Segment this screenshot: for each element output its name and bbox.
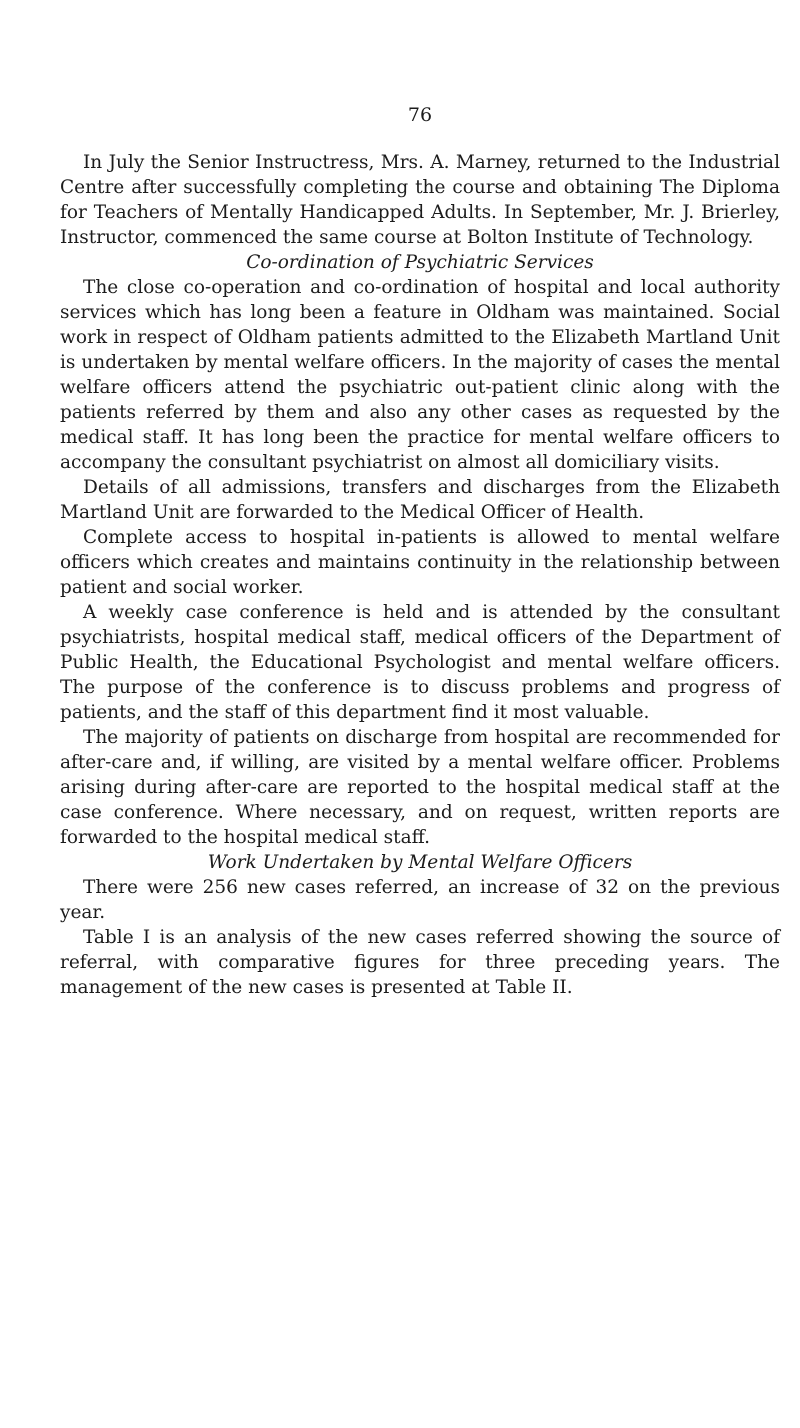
coordination-paragraph-1: The close co-operation and co-ordination of hospital and local authority services which has long been a feature in Oldham was maintained. Social work in respect of Oldham patients admitted to the Elizabeth Martland Unit is undertaken by mental welfare officers. In the majority of cases the mental welfare officers attend the psychiatric out-patient clinic along with the patients referred by them and also any other cases as requested by the medical staff. It has long been the practice for mental welfare officers to accompany the consultant psychiatrist on almost all domiciliary visits. [60,277,780,473]
work-paragraph-2: Table I is an analysis of the new cases referred showing the source of referral, with comparative figures for three preceding years. The management of the new cases is presented at Table II. [60,927,780,998]
section-heading-work: Work Undertaken by Mental Welfare Officers [207,852,633,873]
page-content [60,150,780,1000]
coordination-paragraph-3: Complete access to hospital in-patients is allowed to mental welfare officers which creates and maintains continuity in the relationship between patient and social worker. [60,527,780,598]
coordination-paragraph-4: A weekly case conference is held and is attended by the consultant psychiatrists, hospital medical staff, medical officers of the Department of Public Health, the Educational Psychologist and mental welfare officers. The purpose of the conference is to discuss problems and progress of patients, and the staff of this department find it most valuable. [60,602,780,723]
intro-paragraph: In July the Senior Instructress, Mrs. A. Marney, returned to the Industrial Centre after successfully completing the course and obtaining The Diploma for Teachers of Mentally Handicapped Adults. In September, Mr. J. Brierley, Instructor, commenced the same course at Bolton Institute of Technology. [60,152,780,248]
document-page [60,0,780,1428]
coordination-paragraph-5: The majority of patients on discharge from hospital are recommended for after-care and, if willing, are visited by a mental welfare officer. Problems arising during after-care are reported to the hospital medical staff at the case conference. Where necessary, and on request, written reports are forwarded to the hospital medical staff. [60,727,780,848]
section-heading-coordination: Co-ordination of Psychiatric Services [246,252,594,273]
coordination-paragraph-2: Details of all admissions, transfers and discharges from the Elizabeth Martland Unit are forwarded to the Medical Officer of Health. [60,477,780,523]
work-paragraph-1: There were 256 new cases referred, an increase of 32 on the previous year. [60,877,780,923]
page-number: 76 [407,104,433,126]
